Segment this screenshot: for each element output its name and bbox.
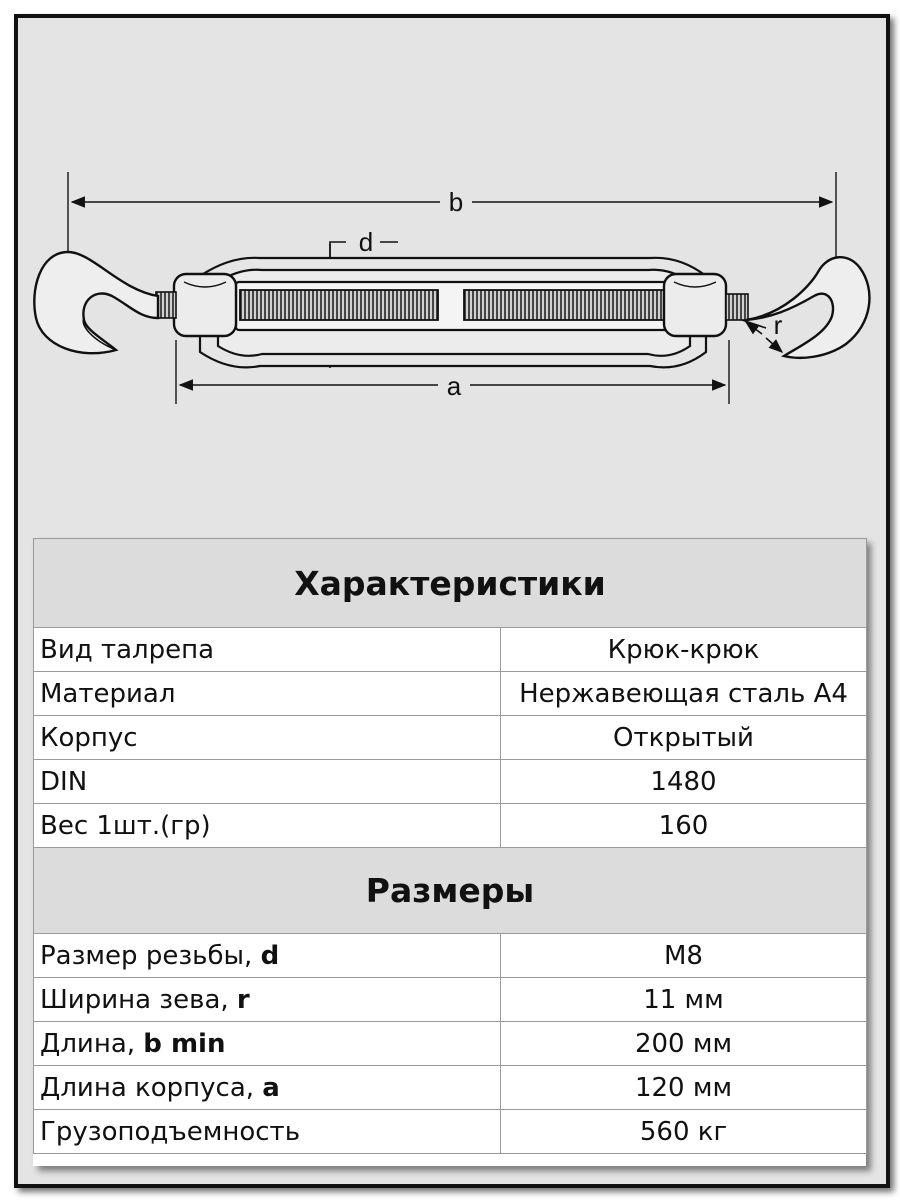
table-row — [34, 1110, 867, 1154]
row-name-cell — [34, 1110, 501, 1154]
row-name: Размер резьбы, — [40, 940, 261, 971]
row-name-cell — [34, 1022, 501, 1066]
row-value: 160 — [501, 804, 867, 848]
dimension-b-label: b — [448, 187, 464, 217]
row-value: 1480 — [501, 760, 867, 804]
row-name: Материал — [34, 672, 501, 716]
turnbuckle-diagram — [0, 0, 900, 520]
dimension-d-label: d — [358, 227, 374, 257]
table-row — [34, 760, 867, 804]
row-name: Грузоподъемность — [40, 1116, 301, 1147]
row-value: M8 — [501, 934, 867, 978]
row-symbol: b min — [143, 1028, 226, 1059]
dimension-a-label: a — [446, 371, 462, 401]
table-row — [34, 672, 867, 716]
right-hook — [746, 257, 869, 358]
row-symbol: r — [236, 984, 250, 1015]
dimension-r-label: r — [773, 310, 783, 340]
row-symbol: d — [260, 940, 280, 971]
table-row — [34, 1022, 867, 1066]
dimensions-title: Размеры — [34, 848, 867, 934]
table-row — [34, 1066, 867, 1110]
row-name: DIN — [34, 760, 501, 804]
row-name-cell — [34, 978, 501, 1022]
row-value: 11 мм — [501, 978, 867, 1022]
row-name: Вид талрепа — [34, 628, 501, 672]
row-name: Ширина зева, — [40, 984, 237, 1015]
row-symbol: a — [262, 1072, 280, 1103]
characteristics-header-row — [34, 539, 867, 628]
table-row — [34, 804, 867, 848]
row-name: Длина, — [40, 1028, 144, 1059]
row-value: 200 мм — [501, 1022, 867, 1066]
table-row — [34, 716, 867, 760]
row-name: Корпус — [34, 716, 501, 760]
row-name: Длина корпуса, — [40, 1072, 263, 1103]
row-value: Крюк-крюк — [501, 628, 867, 672]
row-value: 560 кг — [501, 1110, 867, 1154]
table-row — [34, 978, 867, 1022]
row-name-cell — [34, 1066, 501, 1110]
row-name-cell — [34, 934, 501, 978]
dimensions-header-row — [34, 848, 867, 934]
spec-table-panel — [33, 538, 866, 1166]
row-value: Открытый — [501, 716, 867, 760]
spec-table — [33, 538, 867, 1154]
characteristics-title: Характеристики — [34, 539, 867, 628]
table-row — [34, 934, 867, 978]
table-row — [34, 628, 867, 672]
row-value: 120 мм — [501, 1066, 867, 1110]
row-value: Нержавеющая сталь А4 — [501, 672, 867, 716]
row-name: Вес 1шт.(гр) — [34, 804, 501, 848]
